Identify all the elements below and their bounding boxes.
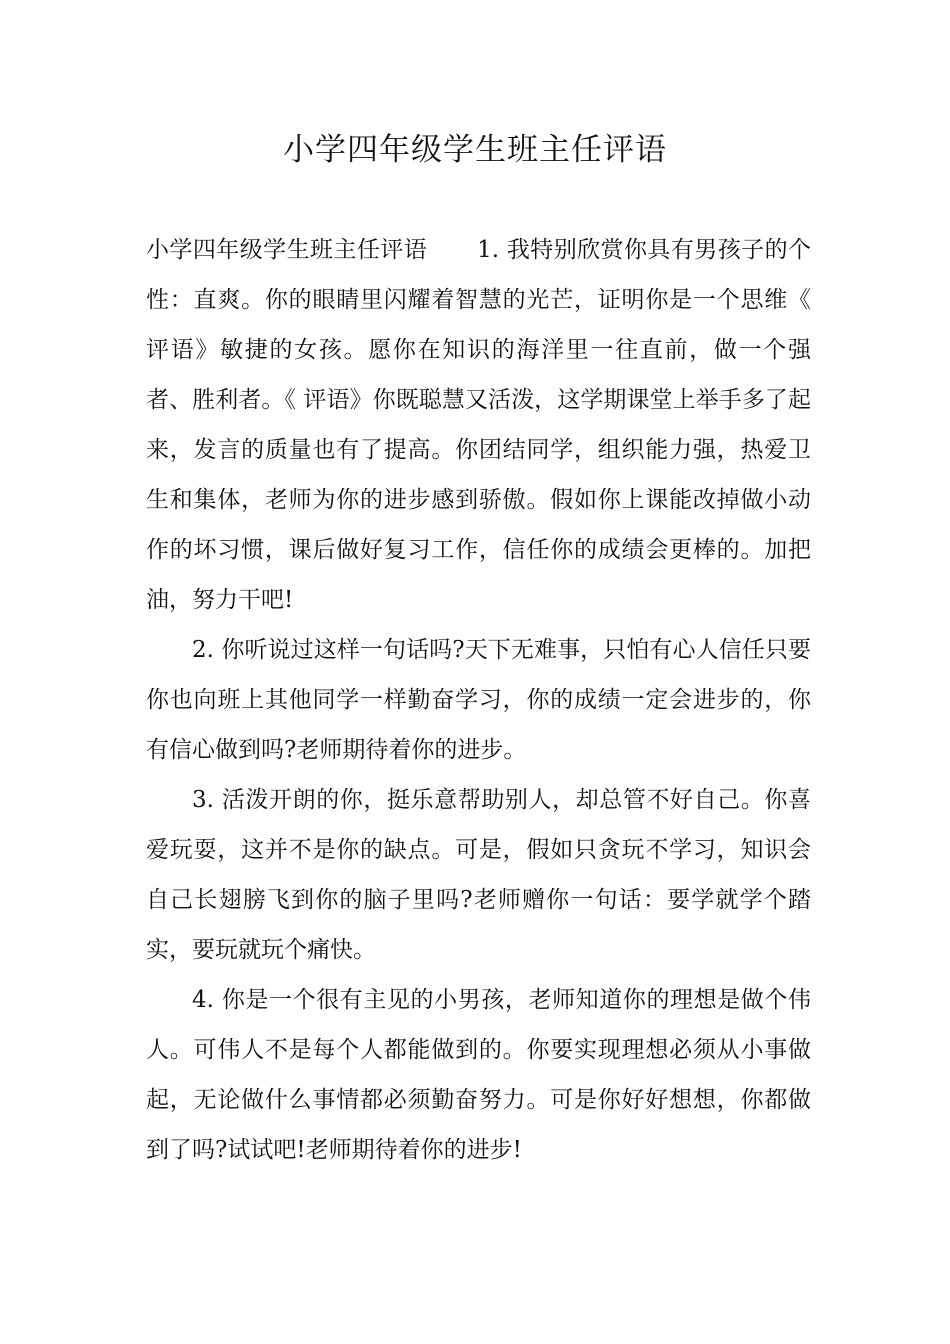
paragraph-3: 3. 活泼开朗的你，挺乐意帮助别人，却总管不好自己。你喜爱玩耍，这并不是你的缺点。可是，假如只贪玩不学习，知识会自己长翅膀飞到你的脑子里吗?老师赠你一句话：要学就学个踏实，要玩就玩个痛快。 — [146, 787, 811, 963]
paragraph-1 — [146, 225, 811, 625]
paragraph-2: 2. 你听说过这样一句话吗?天下无难事，只怕有心人信任只要你也向班上其他同学一样勤奋学习，你的成绩一定会进步的，你有信心做到吗?老师期待着你的进步。 — [146, 637, 811, 763]
document-body — [146, 225, 811, 1175]
paragraph-1-text: 1. 我特别欣赏你具有男孩子的个性：直爽。你的眼睛里闪耀着智慧的光芒，证明你是一个思维《 评语》敏捷的女孩。愿你在知识的海洋里一往直前，做一个强者、胜利者。《 评语》你既聪慧又活泼，这学期课堂上举手多了起来，发言的质量也有了提高。你团结同学，组织能力强，热爱卫生和集体，老师为你的进步感到骄傲。假如你上课能改掉做小动作的坏习惯，课后做好复习工作，信任你的成绩会更棒的。加把油，努力干吧! — [146, 237, 811, 613]
paragraph-4: 4. 你是一个很有主见的小男孩，老师知道你的理想是做个伟人。可伟人不是每个人都能做到的。你要实现理想必须从小事做起，无论做什么事情都必须勤奋努力。可是你好好想想，你都做到了吗?试试吧!老师期待着你的进步! — [146, 987, 811, 1163]
intro-label: 小学四年级学生班主任评语 — [146, 237, 428, 263]
document-title: 小学四年级学生班主任评语 — [283, 132, 667, 168]
